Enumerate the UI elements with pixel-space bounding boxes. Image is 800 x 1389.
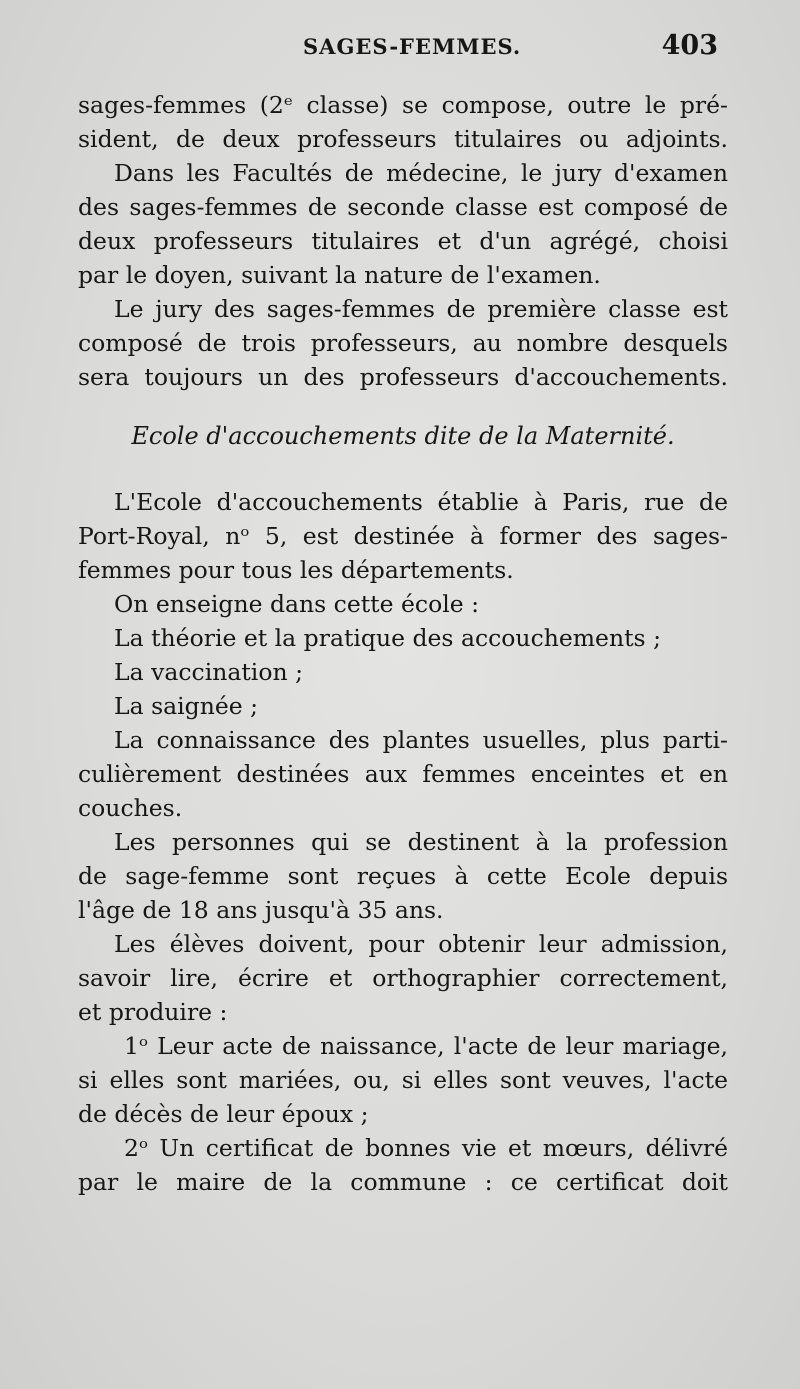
running-head: SAGES-FEMMES. [303,34,522,59]
text-line: culièrement destinées aux femmes enceintes et en [78,760,728,788]
text-line: La vaccination ; [114,658,303,686]
text-line: composé de trois professeurs, au nombre desquels [78,329,728,357]
text-line: par le doyen, suivant la nature de l'examen. [78,261,601,289]
text-line: femmes pour tous les départements. [78,556,514,584]
text-line: Dans les Facultés de médecine, le jury d'examen [114,159,728,187]
page-header [78,30,728,70]
text-line: l'âge de 18 ans jusqu'à 35 ans. [78,896,444,924]
text-line: La connaissance des plantes usuelles, plus parti- [114,726,728,754]
text-line: savoir lire, écrire et orthographier correctement, [78,964,728,992]
body-text [78,88,728,1199]
text-line: de sage-femme sont reçues à cette Ecole depuis [78,862,728,890]
text-line: si elles sont mariées, ou, si elles sont veuves, l'acte [78,1066,728,1094]
text-line: deux professeurs titulaires et d'un agrégé, choisi [78,227,728,255]
text-line: La saignée ; [114,692,259,720]
text-line: Les élèves doivent, pour obtenir leur admission, [114,930,728,958]
text-line: Port-Royal, nᵒ 5, est destinée à former des sages- [78,522,728,550]
text-line: couches. [78,794,183,822]
text-line: L'Ecole d'accouchements établie à Paris, rue de [114,488,728,516]
text-line: Les personnes qui se destinent à la profession [114,828,728,856]
text-line: sident, de deux professeurs titulaires ou adjoints. [78,125,728,153]
text-line: Le jury des sages-femmes de première classe est [114,295,728,323]
text-line: sages-femmes (2ᵉ classe) se compose, outre le pré- [78,91,728,119]
text-line: On enseigne dans cette école : [114,590,480,618]
page-number: 403 [661,30,718,61]
text-line: et produire : [78,998,228,1026]
section-heading: Ecole d'accouchements dite de la Maternité. [131,422,675,450]
text-line: La théorie et la pratique des accouchements ; [114,624,661,652]
text-line: 2ᵒ Un certificat de bonnes vie et mœurs, délivré [124,1134,728,1162]
text-line: sera toujours un des professeurs d'accouchements. [78,363,728,391]
text-line: des sages-femmes de seconde classe est composé de [78,193,728,221]
text-line: de décès de leur époux ; [78,1100,369,1128]
text-line: 1ᵒ Leur acte de naissance, l'acte de leur mariage, [124,1032,728,1060]
text-line: par le maire de la commune : ce certificat doit [78,1168,728,1196]
